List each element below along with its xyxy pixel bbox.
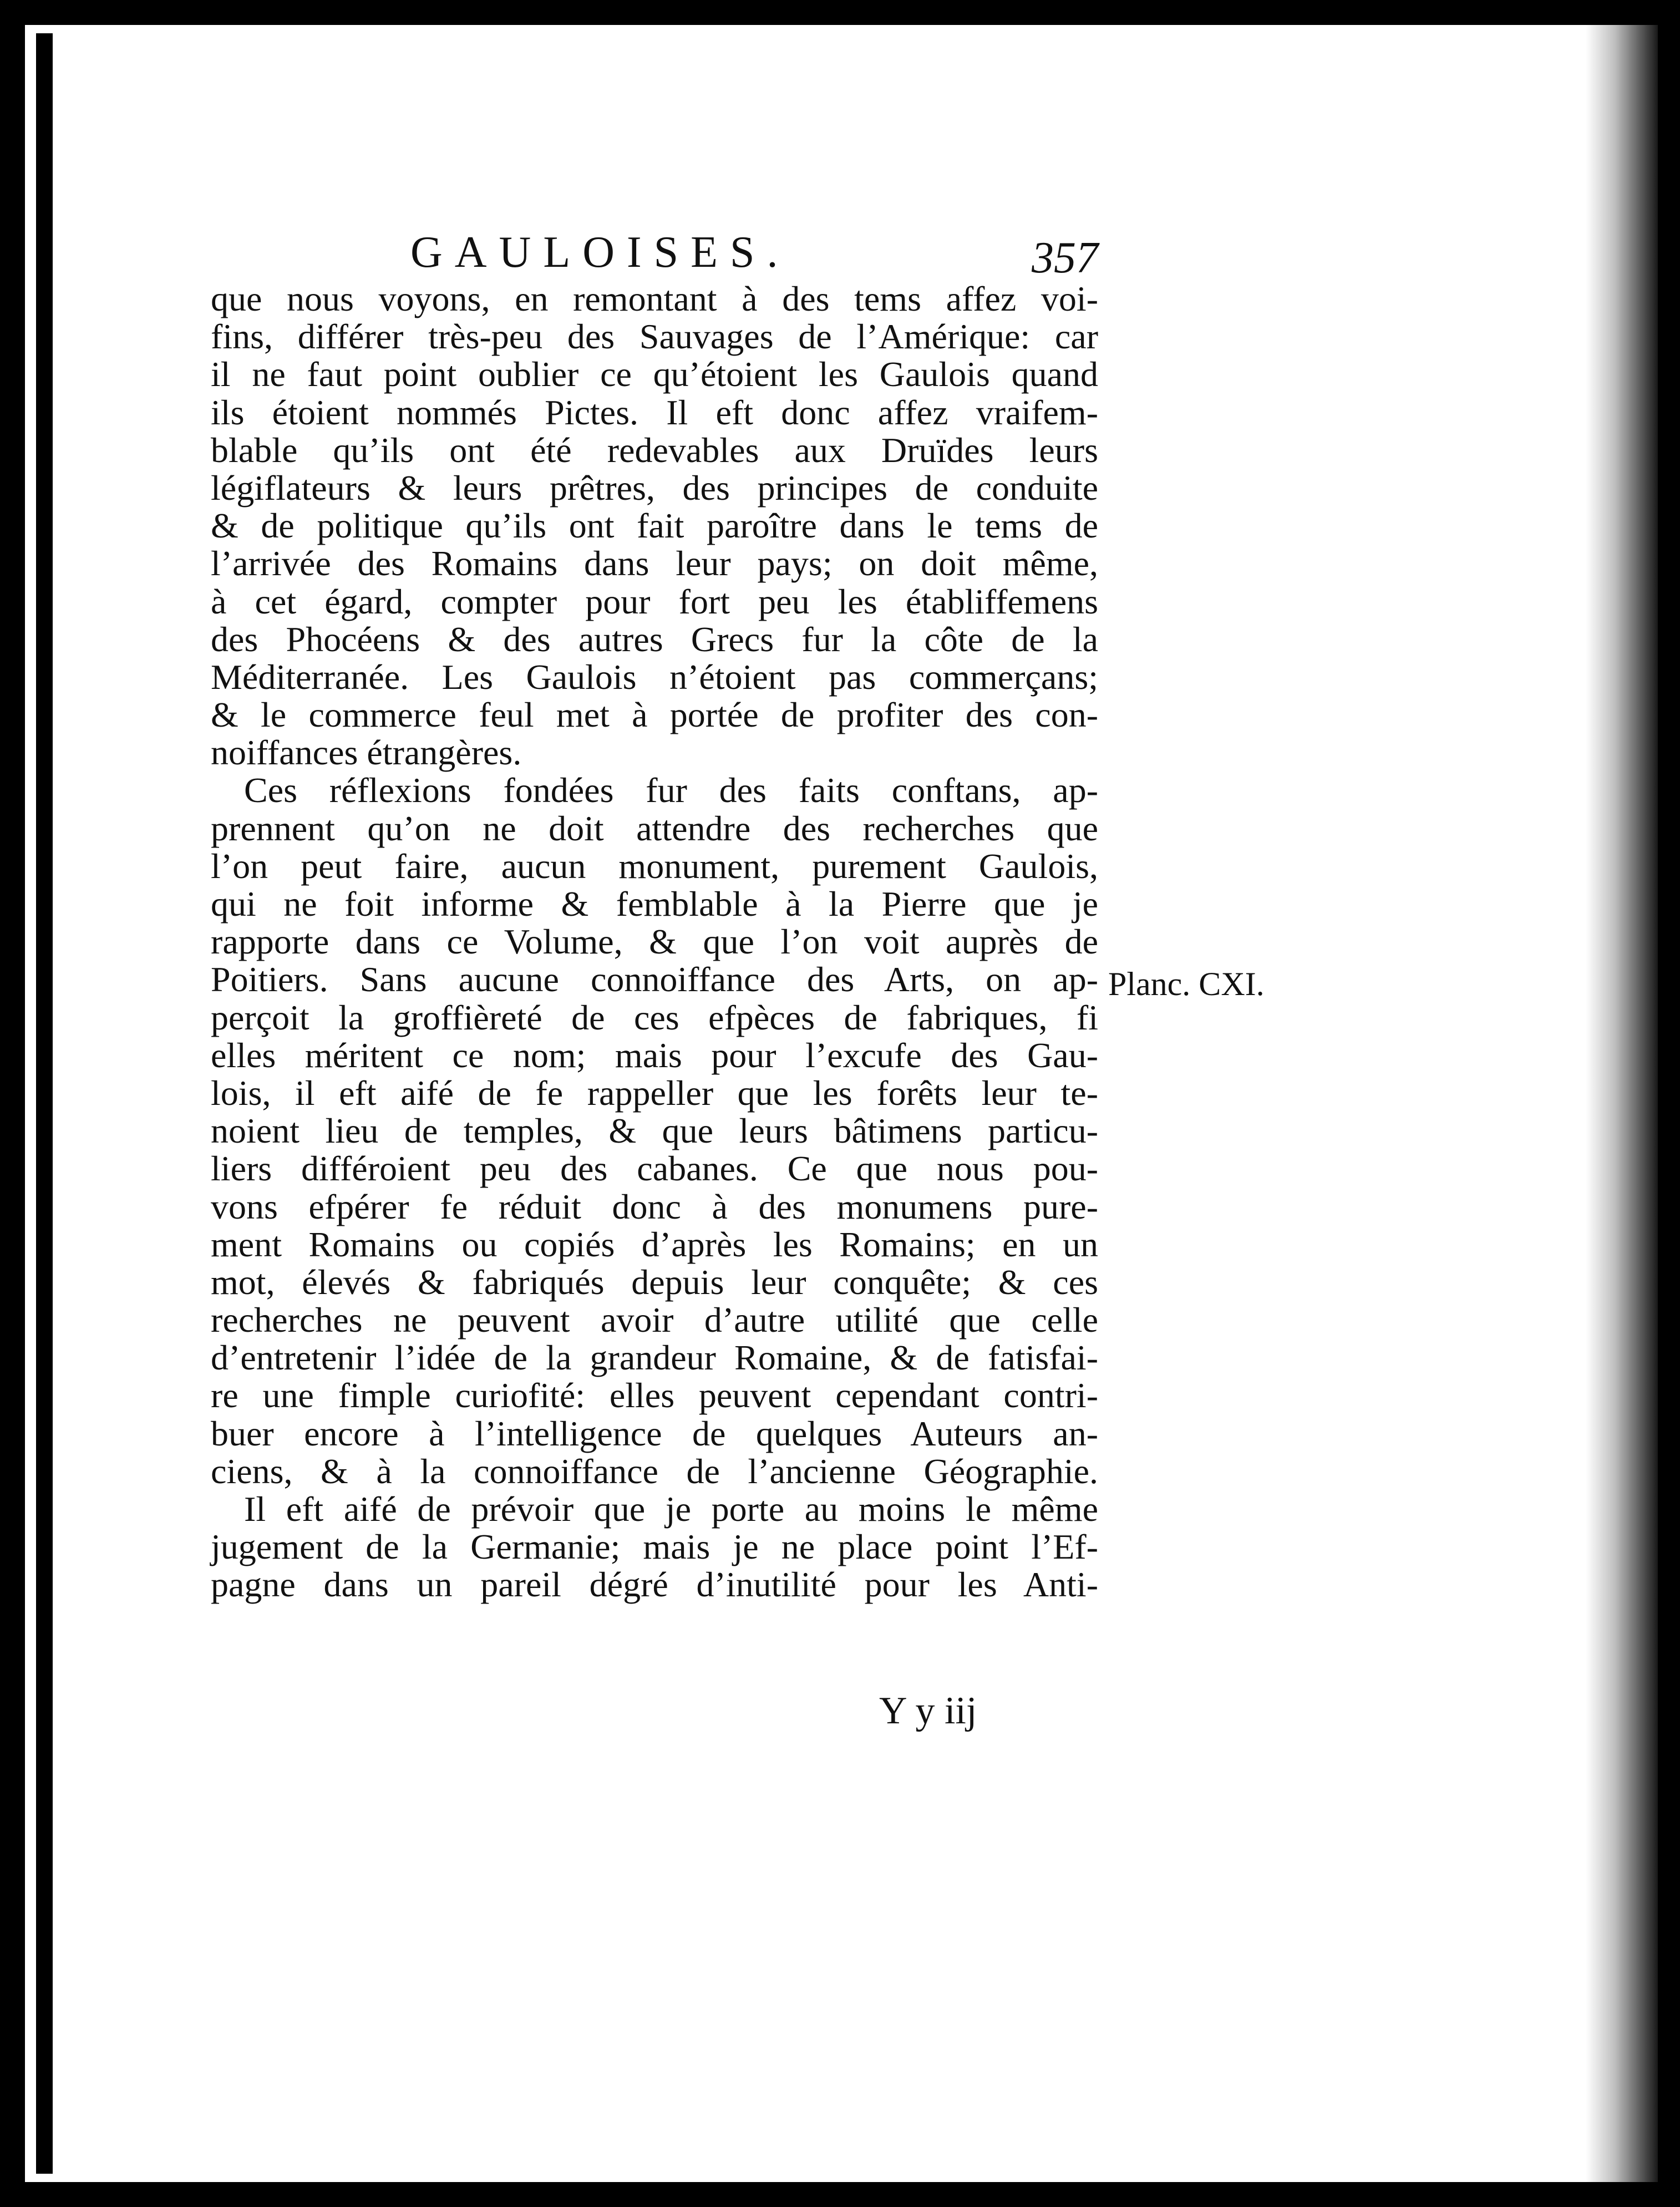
text-line: re une fimple curiofité: elles peuvent cependant contri- — [211, 1376, 1098, 1415]
running-title: GAULOISES. — [410, 228, 790, 277]
text-line: qui ne foit informe & femblable à la Pierre que je — [211, 884, 1098, 924]
text-line: Poitiers. Sans aucune connoiffance des Arts, on ap- — [211, 960, 1098, 1000]
body-text — [211, 280, 1098, 1604]
text-line: & de politique qu’ils ont fait paroître dans le tems de — [211, 506, 1098, 546]
text-line: noient lieu de temples, & que leurs bâtimens particu- — [211, 1111, 1098, 1151]
text-line: légiflateurs & leurs prêtres, des principes de conduite — [211, 468, 1098, 508]
text-line: recherches ne peuvent avoir d’autre utilité que celle — [211, 1300, 1098, 1340]
text-line: ment Romains ou copiés d’après les Romains; en un — [211, 1224, 1098, 1264]
text-line: ils étoient nommés Pictes. Il eft donc affez vraifem- — [211, 392, 1098, 432]
text-line: Ces réflexions fondées fur des faits conftans, ap- — [244, 770, 1098, 810]
text-line: jugement de la Germanie; mais je ne place point l’Ef- — [211, 1527, 1098, 1567]
text-line: lois, il eft aifé de fe rappeller que les forêts leur te- — [211, 1073, 1098, 1113]
text-line: d’entretenir l’idée de la grandeur Romaine, & de fatisfai- — [211, 1338, 1098, 1378]
scan-edge-right — [1586, 0, 1658, 2207]
signature-mark: Y y iij — [879, 1690, 977, 1732]
text-line: blable qu’ils ont été redevables aux Druïdes leurs — [211, 430, 1098, 470]
text-line: liers différoient peu des cabanes. Ce que nous pou- — [211, 1149, 1098, 1189]
text-line: fins, différer très-peu des Sauvages de l’Amérique: car — [211, 317, 1098, 357]
text-line: Méditerranée. Les Gaulois n’étoient pas commerçans; — [211, 657, 1098, 697]
text-line: elles méritent ce nom; mais pour l’excufe des Gau- — [211, 1035, 1098, 1075]
margin-note-plate-ref: Planc. CXI. — [1108, 966, 1265, 1002]
text-line: que nous voyons, en remontant à des tems affez voi- — [211, 279, 1098, 318]
text-line: & le commerce feul met à portée de profiter des con- — [211, 695, 1098, 735]
page-header — [211, 227, 1098, 283]
text-line: l’arrivée des Romains dans leur pays; on doit même, — [211, 544, 1098, 584]
text-line: Il eft aifé de prévoir que je porte au moins le même — [244, 1489, 1098, 1529]
text-line: des Phocéens & des autres Grecs fur la côte de la — [211, 619, 1098, 659]
text-line: buer encore à l’intelligence de quelques Auteurs an- — [211, 1413, 1098, 1453]
text-line: il ne faut point oublier ce qu’étoient les Gaulois quand — [211, 354, 1098, 394]
scan-edge-left — [36, 33, 53, 2174]
text-line: noiffances étrangères. — [211, 733, 522, 773]
text-line: ciens, & à la connoiffance de l’ancienne Géographie. — [211, 1451, 1098, 1491]
text-line: pagne dans un pareil dégré d’inutilité pour les Anti- — [211, 1565, 1098, 1605]
text-line: mot, élevés & fabriqués depuis leur conquête; & ces — [211, 1262, 1098, 1302]
text-line: vons efpérer fe réduit donc à des monumens pure- — [211, 1186, 1098, 1226]
page-number: 357 — [1032, 234, 1098, 282]
text-line: prennent qu’on ne doit attendre des recherches que — [211, 808, 1098, 848]
text-line: l’on peut faire, aucun monument, purement Gaulois, — [211, 846, 1098, 886]
text-line: perçoit la groffièreté de ces efpèces de fabriques, fi — [211, 997, 1098, 1037]
text-line: rapporte dans ce Volume, & que l’on voit auprès de — [211, 922, 1098, 962]
text-line: à cet égard, compter pour fort peu les établiffemens — [211, 581, 1098, 621]
